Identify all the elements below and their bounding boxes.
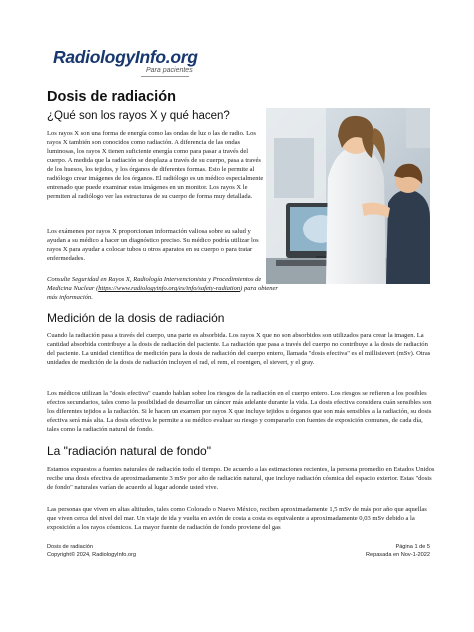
footer-page-number: Página 1 de 5 [395,544,430,550]
paragraph-effective-dose: Los médicos utilizan la "dosis efectiva" cuando hablan sobre los riesgos de la radiación en el cuerpo entero. Los riesgos se refieren a los posibles efectos secundarios, tales como la posibilidad de desarrollar un cáncer más adelante durante la vida. La dosis efectiva considera cuán sensibles son los diferentes tejidos a la radiación. Si le hacen un examen por rayos X que incluye tejidos u órganos que son más sensibles a la radiación, su dosis efectiva será más alta. La dosis efectiva le permite a su médico evaluar su riesgo y compararlo con fuentes de exposición comunes, de cada día, tales como la radiación natural de fondo. [47,390,432,433]
safety-radiation-link[interactable]: https://www.radiologyinfo.org/es/info/safety-radiation [98,285,241,292]
paragraph-dose-absorption: Cuando la radiación pasa a través del cuerpo, una parte es absorbida. Los rayos X que no son absorbidos son utilizados para crear la imagen. La cantidad absorbida contribuye a la dosis de radiación del paciente. La radiación que pasa a través del cuerpo no contribuye a la dosis de radiación del paciente. La unidad científica de medición para la dosis de radiación del cuerpo entero, llamada "dosis efectiva" es el millisievert (mSv). Otras unidades de medición de la dosis de radiación incluyen el rad, el rem, el roentgen, el sievert, y el gray. [47,332,431,366]
section-heading-dose-measurement: Medición de la dosis de radiación [47,311,225,325]
logo-subtitle: Para pacientes [146,67,193,74]
logo-wordmark: RadiologyInfo.org [53,47,198,67]
logo-underline [141,76,189,77]
radiologist-photo [266,108,430,284]
section-heading-background-radiation: La "radiación natural de fondo" [47,444,211,458]
footer-right [366,543,430,559]
footer-review-date: Repasada en Nov-1-2022 [365,552,430,558]
paragraph-xrays-intro: Los rayos X son una forma de energía como las ondas de luz o las de radio. Los rayos X también son conocidos como radiación. A diferencia de las ondas luminosas, los rayos X tienen suficiente energía como para pasar a través del cuerpo. A medida que la radiación se desplaza a través de su cuerpo, pasa a través de los huesos, los tejidos, y los órganos de diferentes formas. Esto le permite al radiólogo crear imágenes de los órganos. El radiólogo es un médico especialmente entrenado que puede examinar estas imágenes en un monitor. Los rayos X le permiten al radiólogo ver las estructuras de su cuerpo de forma muy detallada. [47,130,264,200]
page-title: Dosis de radiación [47,89,176,105]
footer-doc-title: Dosis de radiación [47,544,94,550]
radiologyinfo-logo[interactable] [53,47,203,81]
paragraph-xrays-exams: Los exámenes por rayos X proporcionan información valiosa sobre su salud y ayudan a su médico a hacer un diagnóstico preciso. Su médico podría utilizar los rayos X para ayudar a colocar tubos u otros aparatos en su cuerpo o para tratar enfermedades. [47,228,259,262]
footer-copyright: Copyright© 2024, RadiologyInfo.org [47,552,137,558]
paragraph-natural-sources: Estamos expuestos a fuentes naturales de radiación todo el tiempo. De acuerdo a las estimaciones recientes, la persona promedio en Estados Unidos recibe una dosis efectiva de aproximadamente 3 mSv por año de radiación natural, que incluye radiación cósmica del espacio exterior. Estas "dosis de fondo" naturales varían de acuerdo al lugar adonde usted vive. [47,466,435,491]
paragraph-altitude-flights: Las personas que viven en altas altitudes, tales como Colorado o Nuevo México, reciben aproximadamente 1,5 mSv de más por año que aquellas que viven cerca del nivel del mar. Un viaje de ida y vuelta en avión de costa a costa es equivalente a aproximadamente 0,03 mSv debido a la exposición a los rayos cósmicos. La mayor fuente de radiación de fondo proviene del gas [47,506,427,531]
consult-note: Consulte Seguridad en Rayos X, Radiología Intervencionista y Procedimientos de Medicina Nuclear (https://www.radiologyinfo.org/es/info/safety-radiation) para obtener más información. [47,276,278,301]
footer-left [47,543,136,559]
section-heading-xrays: ¿Qué son los rayos X y qué hacen? [47,110,230,122]
